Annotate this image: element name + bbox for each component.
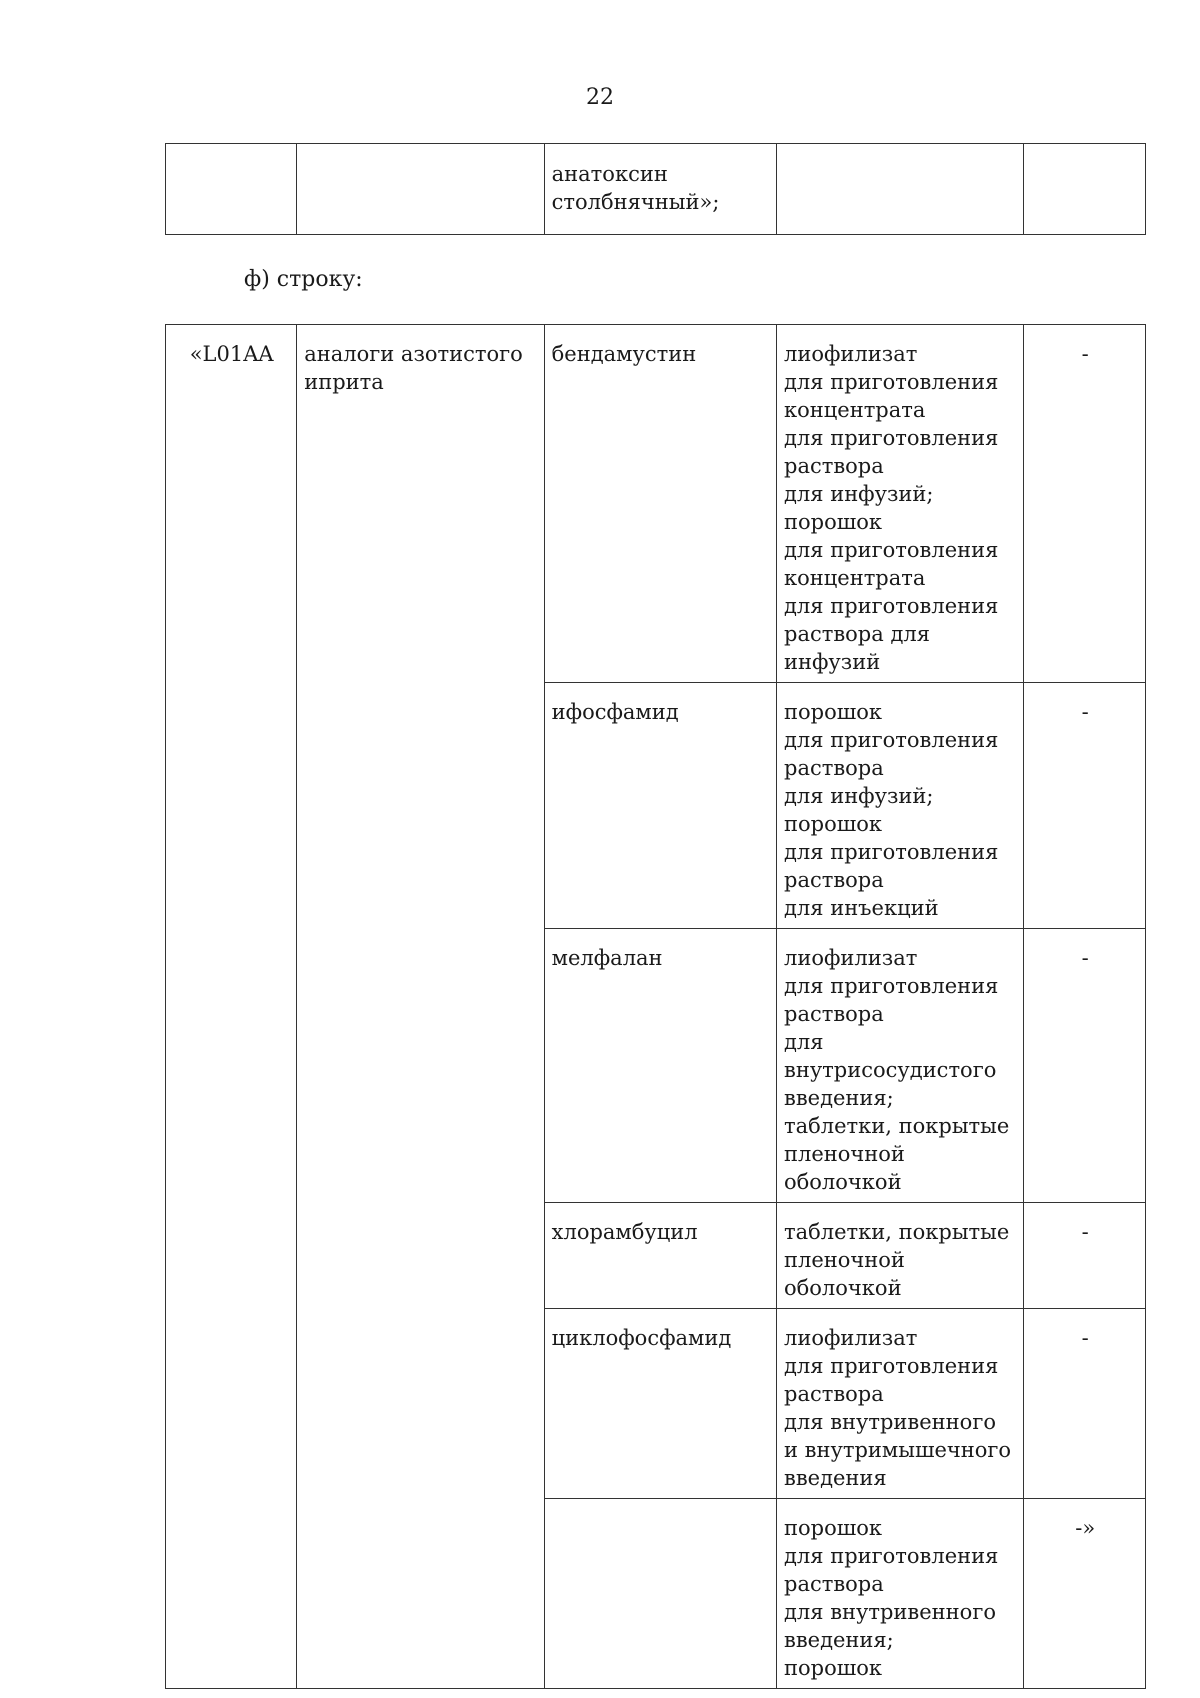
dosage-form-cell: лиофилизат для приготовления раствора для внутривенного и внутримышечного введения [777,1309,1024,1499]
drug-cell: анатоксин столбнячный»; [544,144,776,235]
drug-name-cell: хлорамбуцил [544,1203,776,1309]
table-row [166,144,1146,235]
dosage-form-cell: порошок для приготовления раствора для внутривенного введения; порошок [777,1499,1024,1689]
mark-cell [1024,144,1146,235]
mark-cell: - [1024,929,1146,1203]
drug-name-cell: циклофосфамид [544,1309,776,1499]
drug-table [165,324,1146,1689]
drug-name-cell: ифосфамид [544,683,776,929]
drug-name-cell [544,1499,776,1689]
continuation-table [165,143,1146,235]
mark-cell: - [1024,325,1146,683]
code-cell [166,144,297,235]
mark-cell: - [1024,683,1146,929]
dosage-form-cell: порошок для приготовления раствора для инфузий; порошок для приготовления раствора для инъекций [777,683,1024,929]
drug-name-cell: бендамустин [544,325,776,683]
mark-cell: - [1024,1203,1146,1309]
atc-code-cell: «L01AA [166,325,297,1689]
group-name-cell: аналоги азотистого иприта [297,325,544,1689]
mark-cell: -» [1024,1499,1146,1689]
dosage-form-cell: таблетки, покрытые пленочной оболочкой [777,1203,1024,1309]
drug-name-cell: мелфалан [544,929,776,1203]
form-cell [777,144,1024,235]
dosage-form-cell: лиофилизат для приготовления концентрата для приготовления раствора для инфузий; порошок для приготовления концентрата для приготовления раствора для инфузий [777,325,1024,683]
page-number: 22 [586,85,614,110]
dosage-form-cell: лиофилизат для приготовления раствора для внутрисосудистого введения; таблетки, покрытые пленочной оболочкой [777,929,1024,1203]
table-row [166,325,1146,683]
mark-cell: - [1024,1309,1146,1499]
group-cell [297,144,544,235]
section-label: ф) строку: [244,267,363,292]
